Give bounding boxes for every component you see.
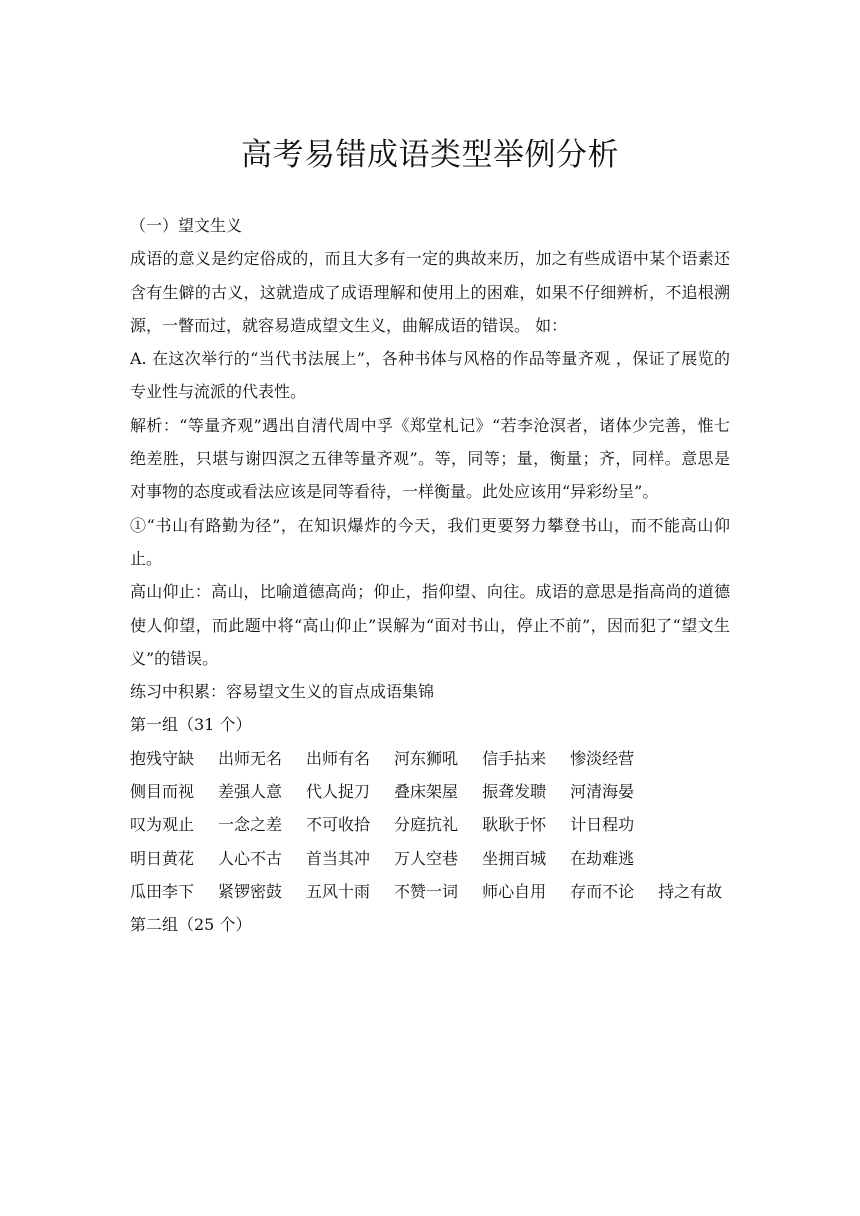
idiom-item: 人心不古 — [218, 848, 283, 868]
group2-heading: 第二组（25 个） — [130, 915, 252, 935]
idiom-item: 不赞一词 — [394, 881, 459, 901]
idiom-item: 信手拈来 — [482, 748, 547, 768]
example-a-paragraph: A. 在这次举行的“当代书法展上”，各种书体与风格的作品等量齐观 ，保证了展览的专业性与流派的代表性。 — [130, 349, 730, 402]
idiom-item: 五风十雨 — [306, 881, 371, 901]
idiom-item: 不可收拾 — [306, 815, 371, 835]
idiom-item: 差强人意 — [218, 782, 283, 802]
idiom-item: 坐拥百城 — [482, 848, 547, 868]
idiom-item: 叹为观止 — [130, 815, 195, 835]
page-title: 高考易错成语类型举例分析 — [241, 137, 619, 173]
idiom-item: 出师无名 — [218, 748, 283, 768]
idiom-item: 抱残守缺 — [130, 748, 195, 768]
idiom-item: 出师有名 — [306, 748, 371, 768]
practice-heading: 练习中积累：容易望文生义的盲点成语集锦 — [130, 682, 435, 702]
intro-paragraph: 成语的意义是约定俗成的，而且大多有一定的典故来历，加之有些成语中某个语素还含有生僻的古义，这就造成了成语理解和使用上的困难，如果不仔细辨析，不追根溯源，一瞥而过，就容易造成望文生义，曲解成语的错误。 如： — [130, 249, 730, 335]
idiom-item: 惨淡经营 — [570, 748, 635, 768]
idiom-item: 万人空巷 — [394, 848, 459, 868]
section-heading: （一）望文生义 — [130, 216, 243, 235]
idiom-item: 叠床架屋 — [394, 782, 459, 802]
idiom-item: 侧目而视 — [130, 782, 195, 802]
idiom-item: 振聋发聩 — [482, 782, 547, 802]
idiom-item: 紧锣密鼓 — [218, 881, 283, 901]
idiom-item: 代人捉刀 — [306, 782, 371, 802]
idiom-item: 师心自用 — [482, 881, 547, 901]
idiom-item: 存而不论 — [570, 881, 635, 901]
group1-heading: 第一组（31 个） — [130, 715, 252, 735]
idiom-item: 在劫难逃 — [570, 848, 635, 868]
idiom-item: 瓜田李下 — [130, 881, 195, 901]
idiom-item: 明日黄花 — [130, 848, 195, 868]
idiom-item: 一念之差 — [218, 815, 283, 835]
idiom-item: 分庭抗礼 — [394, 815, 459, 835]
document-body — [130, 209, 730, 942]
analysis-1-paragraph: 高山仰止：高山，比喻道德高尚；仰止，指仰望、向往。成语的意思是指高尚的道德使人仰望，而此题中将“高山仰止”误解为“面对书山，停止不前”，因而犯了“望文生义”的错误。 — [130, 582, 730, 668]
analysis-a-paragraph: 解析：“等量齐观”遇出自清代周中孚《郑堂札记》“若李沧溟者，诸体少完善，惟七绝差胜，只堪与谢四溟之五律等量齐观”。等，同等；量，衡量；齐，同样。意思是对事物的态度或看法应该是同等看待，一样衡量。此处应该用“异彩纷呈”。 — [130, 415, 730, 502]
idiom-item: 河清海晏 — [570, 782, 635, 802]
example-1-paragraph: ①“书山有路勤为径”，在知识爆炸的今天，我们更要努力攀登书山，而不能高山仰止。 — [130, 515, 730, 568]
idiom-item: 耿耿于怀 — [482, 815, 547, 835]
idiom-item: 首当其冲 — [306, 848, 371, 868]
idiom-item: 计日程功 — [570, 815, 635, 835]
idiom-item: 河东狮吼 — [394, 748, 459, 768]
idiom-item: 持之有故 — [658, 881, 723, 901]
group1-idiom-list — [130, 742, 730, 908]
